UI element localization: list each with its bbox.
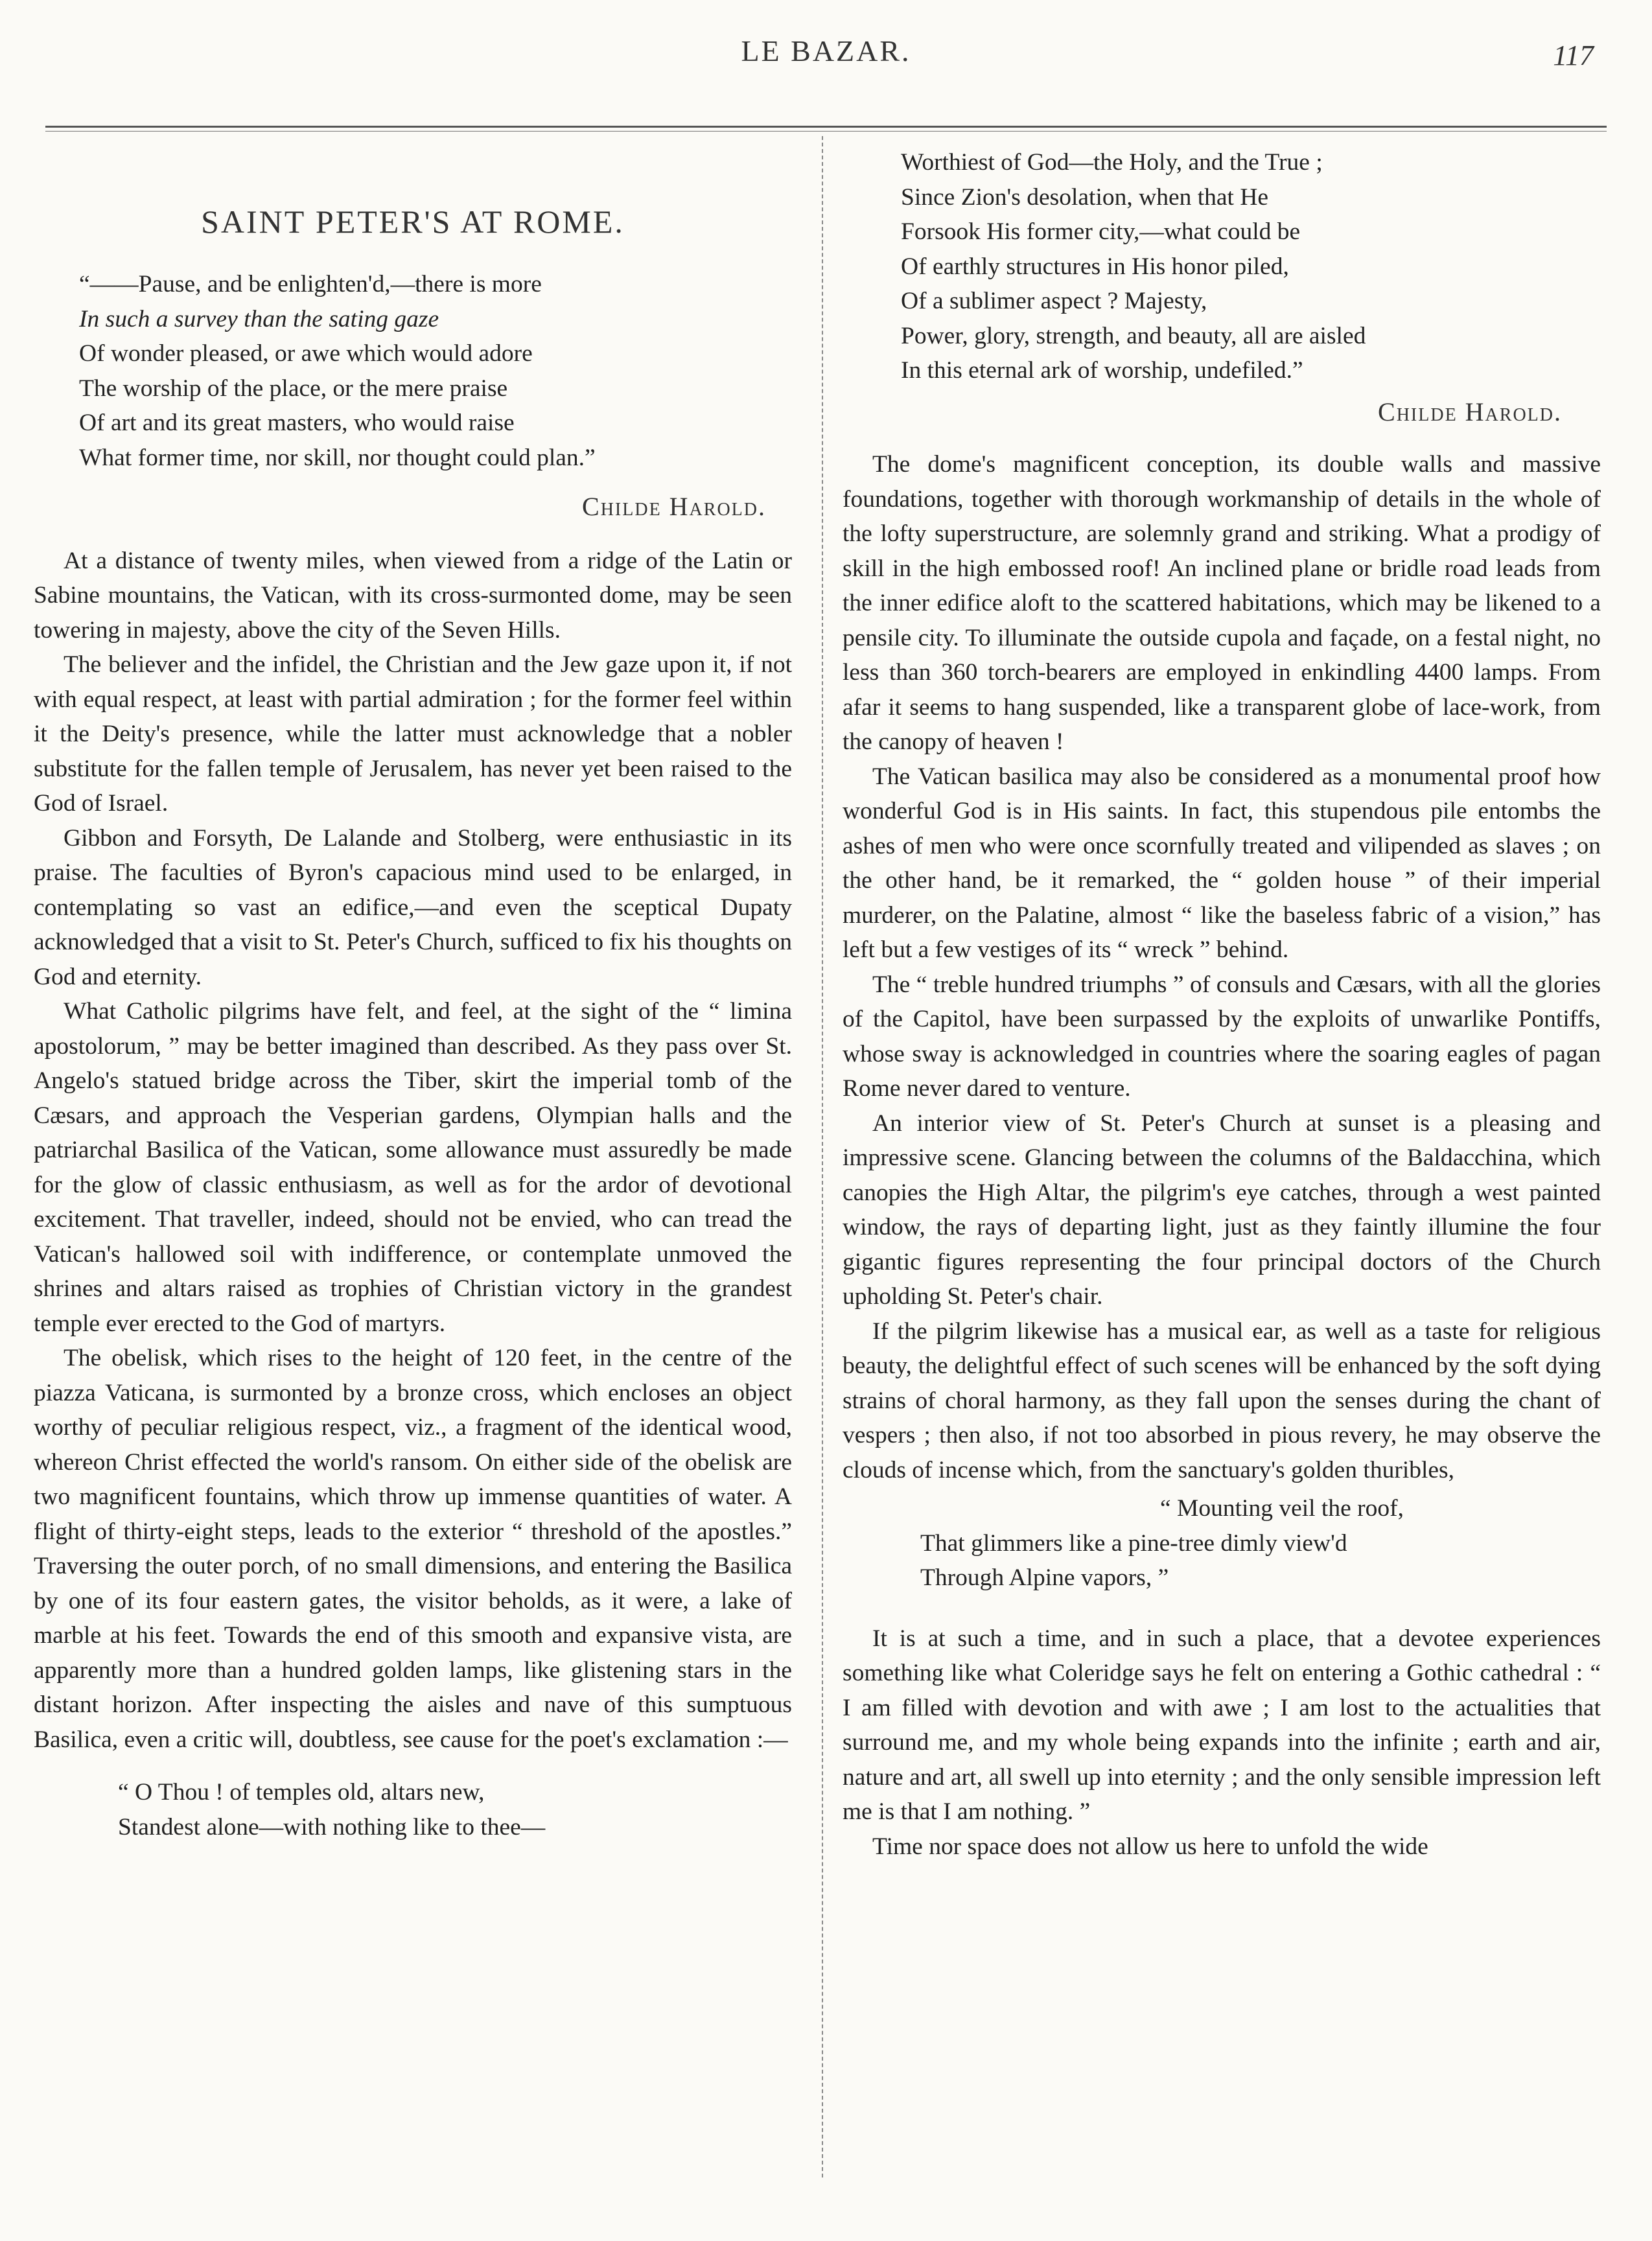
- epigraph-line: The worship of the place, or the mere praise: [79, 375, 508, 402]
- paragraph: The dome's magnificent conception, its double walls and massive foundations, together with thorough workmanship of details in the whole of the lofty superstructure, are solemnly grand and striking. What a prodigy of skill in the high embossed roof! An inclined plane or bridle road leads from the inner edifice aloft to the scattered habitations, which may be likened to a pensile city. To illuminate the outside cupola and façade, on a festal night, no less than 360 torch-bearers are employed in enkindling 4400 lamps. From afar it seems to hang suspended, like a transparent globe of lace-work, from the canopy of heaven !: [843, 451, 1601, 755]
- poem-quote: [34, 1775, 792, 1844]
- header-rule: [45, 126, 1607, 132]
- left-column: [34, 144, 792, 1844]
- quote-line: Through Alpine vapors, ”: [920, 1564, 1169, 1591]
- quote-line: Of earthly structures in His honor piled,: [901, 253, 1289, 280]
- quote-line: Forsook His former city,—what could be: [901, 218, 1301, 245]
- quote-line: Standest alone—with nothing like to thee—: [118, 1813, 546, 1840]
- paragraph: An interior view of St. Peter's Church at sunset is a pleasing and impressive scene. Glancing between the columns of the Baldacchina, which canopies the High Altar, the pilgrim's eye catches, through a west painted window, the rays of departing light, just as they faintly illumine the four gigantic figures representing the four principal doctors of the Church upholding St. Peter's chair.: [843, 1109, 1601, 1310]
- paragraph: At a distance of twenty miles, when viewed from a ridge of the Latin or Sabine mountains, the Vatican, with its cross-surmonted dome, may be seen towering in majesty, above the city of the Seven Hills.: [34, 547, 792, 644]
- paragraph: It is at such a time, and in such a place, that a devotee experiences something like what Coleridge says he felt on entering a Gothic cathedral : “ I am filled with devotion and with awe ; I am lost to the actualities that surround me, and my whole being expands into the infinite ; earth and air, nature and art, all swell up into eternity ; and the only sensible impression left me is that I am nothing. ”: [843, 1625, 1601, 1825]
- epigraph: [34, 267, 792, 475]
- quote-line: Of a sublimer aspect ? Majesty,: [901, 288, 1207, 314]
- running-head: [0, 34, 1652, 86]
- paragraph: Time nor space does not allow us here to unfold the wide: [872, 1833, 1428, 1860]
- epigraph-line: In such a survey than the sating gaze: [79, 305, 439, 332]
- right-column: [843, 144, 1601, 1864]
- quote-attribution: Childe Harold.: [1378, 397, 1562, 426]
- epigraph-line: Of art and its great masters, who would raise: [79, 410, 515, 436]
- quote-line: That glimmers like a pine-tree dimly view'd: [920, 1529, 1347, 1557]
- poem-quote-continued: [843, 145, 1601, 388]
- epigraph-line: What former time, nor skill, nor thought could plan.”: [79, 444, 596, 471]
- page-number: 117: [1553, 40, 1594, 71]
- quote-line: In this eternal ark of worship, undefiled.”: [901, 357, 1303, 384]
- quote-line: “ O Thou ! of temples old, altars new,: [118, 1779, 485, 1806]
- journal-name: LE BAZAR.: [741, 34, 911, 67]
- paragraph: The obelisk, which rises to the height of 120 feet, in the centre of the piazza Vaticana, is surmonted by a bronze cross, which encloses an object worthy of peculiar religious respect, viz., a fragment of the identical wood, whereon Christ effected the world's ransom. On either side of the obelisk are two magnificent fountains, which throw up immense quantities of water. A flight of thirty-eight steps, leads to the exterior “ threshold of the apostles.” Traversing the outer porch, of no small dimensions, and entering the Basilica by one of its four eastern gates, the visitor beholds, as it were, a lake of marble at his feet. Towards the end of this smooth and expansive vista, are apparently more than a hundred golden lamps, like glistening stars in the distant horizon. After inspecting the aisles and nave of this sumptuous Basilica, even a critic will, doubtless, see cause for the poet's exclamation :—: [34, 1345, 792, 1753]
- quote-line: Power, glory, strength, and beauty, all are aisled: [901, 322, 1366, 349]
- quote-line: Since Zion's desolation, when that He: [901, 183, 1269, 211]
- quote-line: Worthiest of God—the Holy, and the True ;: [901, 149, 1323, 176]
- column-divider: [822, 136, 823, 2177]
- paragraph: What Catholic pilgrims have felt, and feel, at the sight of the “ limina apostolorum, ” may be better imagined than described. As they pass over St. Angelo's statued bridge across the Tiber, skirt the imperial tomb of the Cæsars, and approach the Vesperian gardens, Olympian halls and the patriarchal Basilica of the Vatican, some allowance must assuredly be made for the glow of classic enthusiasm, as well as for the ardor of devotional excitement. That traveller, indeed, should not be envied, who can tread the Vatican's hallowed soil with indifference, or contemplate unmoved the shrines and altars raised as trophies of Christian victory in the grandest temple ever erected to the God of martyrs.: [34, 998, 792, 1337]
- quote-line: “ Mounting veil the roof,: [1160, 1495, 1404, 1522]
- article-title: SAINT PETER'S AT ROME.: [201, 203, 625, 240]
- paragraph: The Vatican basilica may also be considered as a monumental proof how wonderful God is in His saints. In fact, this stupendous pile entombs the ashes of men who were once scornfully treated and vilipended as slaves ; on the other hand, be it remarked, the “ golden house ” of their imperial murderer, on the Palatine, almost “ like the baseless fabric of a vision,” has left but a few vestiges of its “ wreck ” behind.: [843, 763, 1601, 963]
- epigraph-attribution: Childe Harold.: [582, 492, 766, 521]
- paragraph: The “ treble hundred triumphs ” of consuls and Cæsars, with all the glories of the Capitol, have been surpassed by the exploits of unwarlike Pontiffs, whose sway is acknowledged in countries where the soaring eagles of pagan Rome never dared to venture.: [843, 971, 1601, 1102]
- paragraph: The believer and the infidel, the Christian and the Jew gaze upon it, if not with equal respect, at least with partial admiration ; for the former feel within it the Deity's presence, while the latter must acknowledge that a nobler substitute for the fallen temple of Jerusalem, has never yet been raised to the God of Israel.: [34, 651, 792, 817]
- paragraph: Gibbon and Forsyth, De Lalande and Stolberg, were enthusiastic in its praise. The faculties of Byron's capacious mind used to be enlarged, in contemplating so vast an edifice,—and even the sceptical Dupaty acknowledged that a visit to St. Peter's Church, sufficed to fix his thoughts on God and eternity.: [34, 824, 792, 990]
- incense-quote: [843, 1491, 1601, 1596]
- epigraph-line: “——Pause, and be enlighten'd,—there is more: [79, 271, 542, 297]
- epigraph-line: Of wonder pleased, or awe which would adore: [79, 340, 533, 367]
- paragraph: If the pilgrim likewise has a musical ear, as well as a taste for religious beauty, the delightful effect of such scenes will be enhanced by the soft dying strains of choral harmony, as they fall upon the senses during the chant of vespers ; then also, if not too absorbed in pious revery, he may observe the clouds of incense which, from the sanctuary's golden thuribles,: [843, 1318, 1601, 1483]
